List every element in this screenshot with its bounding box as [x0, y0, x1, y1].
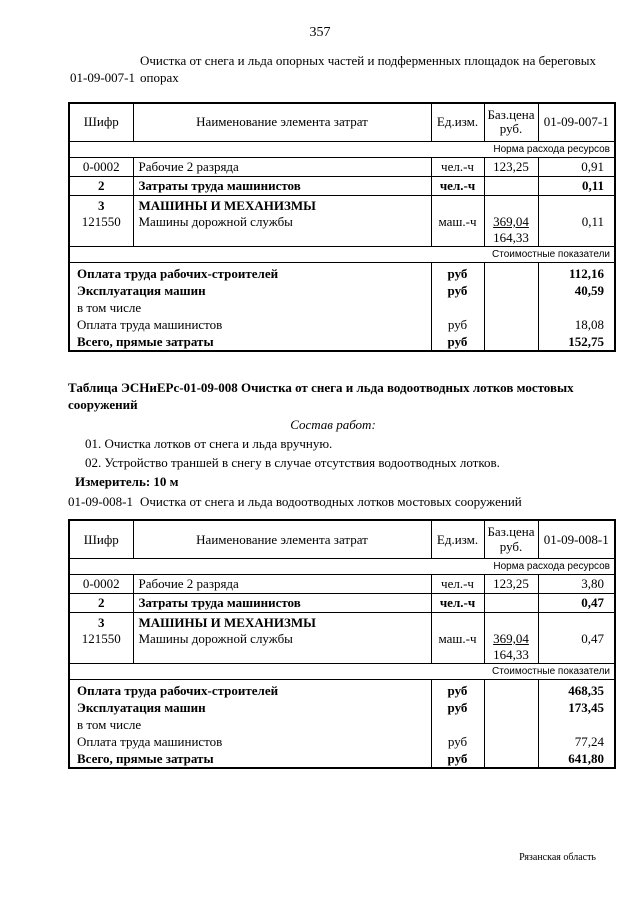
- cell-value: [538, 195, 615, 246]
- cost-unit: руб: [447, 700, 468, 716]
- cost-label: Всего, прямые затраты: [77, 751, 214, 767]
- group-code: 3: [98, 615, 105, 631]
- cell-value: 3,80: [538, 575, 615, 594]
- cost-unit: руб: [447, 751, 468, 767]
- cost-band-label: Стоимостные показатели: [69, 246, 615, 262]
- norm-code: 01-09-007-1: [70, 70, 135, 86]
- cost-value: 152,75: [568, 333, 604, 349]
- cost-value: 641,80: [568, 751, 604, 767]
- measure-line: Измеритель: 10 м: [75, 474, 179, 490]
- band-row: [69, 246, 615, 262]
- section-title: Таблица ЭСНиЕРс-01-09-008 Очистка от снега и льда водоотводных лотков мостовых сооружений: [68, 379, 574, 412]
- norm-band-label: Норма расхода ресурсов: [69, 559, 615, 575]
- cell-unit: чел.-ч: [431, 176, 484, 195]
- price-denominator: 164,33: [493, 647, 529, 663]
- cell-code: 0-0002: [69, 157, 133, 176]
- cost-label: в том числе: [77, 717, 142, 733]
- norm-title: Очистка от снега и льда водоотводных лотков мостовых сооружений: [140, 494, 522, 510]
- region-footer: Рязанская область: [519, 852, 596, 863]
- cell-price: [484, 195, 538, 246]
- cost-value: 112,16: [568, 265, 604, 281]
- estimate-table-007-1: [68, 102, 616, 352]
- cost-label: Оплата труда рабочих-строителей: [77, 683, 279, 699]
- machine-name: Машины дорожной службы: [138, 631, 293, 647]
- col-header-norm-code: 01-09-007-1: [538, 103, 615, 142]
- page-number: 357: [309, 25, 331, 40]
- col-header-price: Баз.цена руб.: [484, 103, 538, 142]
- cell-name: Затраты труда машинистов: [133, 594, 431, 613]
- cost-unit: [432, 299, 484, 316]
- cell-price: 123,25: [484, 575, 538, 594]
- cell-unit: чел.-ч: [431, 594, 484, 613]
- resource-row: [69, 176, 615, 195]
- cost-value: 77,24: [574, 734, 604, 750]
- cell-price: [484, 613, 538, 664]
- band-row: [69, 141, 615, 157]
- cell-unit: [431, 613, 484, 664]
- cost-label: Оплата труда рабочих-строителей: [77, 265, 279, 281]
- cell-value: [538, 613, 615, 664]
- cell-unit: [431, 195, 484, 246]
- cell-code: 2: [69, 594, 133, 613]
- cost-label: Оплата труда машинистов: [77, 316, 223, 332]
- cost-label: Оплата труда машинистов: [77, 734, 223, 750]
- norm-code: 01-09-008-1: [68, 494, 133, 510]
- cost-unit: руб: [447, 282, 468, 298]
- group-name: МАШИНЫ И МЕХАНИЗМЫ: [138, 197, 316, 213]
- cell-code: 2: [69, 176, 133, 195]
- cell-value: 0,11: [538, 176, 615, 195]
- col-header-price: Баз.цена руб.: [484, 520, 538, 559]
- cost-value: 173,45: [568, 700, 604, 716]
- cell-code: [69, 613, 133, 664]
- cell-price: [484, 176, 538, 195]
- section-01-09-008: [68, 380, 598, 511]
- cost-value: 18,08: [574, 316, 604, 332]
- group-name: МАШИНЫ И МЕХАНИЗМЫ: [138, 615, 316, 631]
- cell-name: Затраты труда машинистов: [133, 176, 431, 195]
- col-header-code: Шифр: [69, 520, 133, 559]
- machines-row: [69, 613, 615, 664]
- cell-price: 123,25: [484, 157, 538, 176]
- cost-block: [69, 262, 615, 351]
- estimate-table-008-1: [68, 519, 616, 769]
- cell-code: 0-0002: [69, 575, 133, 594]
- cost-values: [538, 680, 615, 769]
- work-item: 01. Очистка лотков от снега и льда вручную.: [85, 435, 333, 451]
- cost-unit: руб: [447, 683, 468, 699]
- cell-unit: чел.-ч: [431, 575, 484, 594]
- cost-value: 468,35: [568, 683, 604, 699]
- cell-name: Рабочие 2 разряда: [133, 575, 431, 594]
- machine-code: 121550: [81, 213, 121, 229]
- cost-units: [431, 680, 484, 769]
- col-header-name: Наименование элемента затрат: [133, 520, 431, 559]
- cost-values: [538, 262, 615, 351]
- machines-row: [69, 195, 615, 246]
- cost-unit: руб: [447, 265, 468, 281]
- cell-name: Рабочие 2 разряда: [133, 157, 431, 176]
- band-row: [69, 664, 615, 680]
- cost-unit: руб: [447, 316, 468, 332]
- price-denominator: 164,33: [493, 229, 529, 245]
- cost-unit: руб: [447, 333, 468, 349]
- group-code: 3: [98, 197, 105, 213]
- col-header-name: Наименование элемента затрат: [133, 103, 431, 142]
- cost-value: [539, 716, 615, 733]
- col-header-code: Шифр: [69, 103, 133, 142]
- machine-unit: маш.-ч: [438, 213, 477, 229]
- machine-name: Машины дорожной службы: [138, 213, 293, 229]
- cost-labels: [69, 680, 431, 769]
- works-heading: Состав работ:: [290, 416, 376, 432]
- cost-value: 40,59: [574, 282, 604, 298]
- col-header-unit: Ед.изм.: [431, 520, 484, 559]
- cell-unit: чел.-ч: [431, 157, 484, 176]
- col-header-norm-code: 01-09-008-1: [538, 520, 615, 559]
- cost-label: в том числе: [77, 299, 142, 315]
- resource-row: [69, 594, 615, 613]
- machine-unit: маш.-ч: [438, 631, 477, 647]
- table-header-row: [69, 103, 615, 142]
- work-item: 02. Устройство траншей в снегу в случае отсутствия водоотводных лотков.: [85, 454, 500, 470]
- cost-price-empty: [484, 680, 538, 769]
- norm-band-label: Норма расхода ресурсов: [69, 141, 615, 157]
- cell-value: 0,47: [538, 594, 615, 613]
- cost-unit: руб: [447, 734, 468, 750]
- cost-value: [539, 299, 615, 316]
- cost-block: [69, 680, 615, 769]
- price-numerator: 369,04: [493, 631, 529, 647]
- cost-label: Эксплуатация машин: [77, 700, 206, 716]
- machine-value: 0,47: [581, 631, 604, 647]
- col-header-unit: Ед.изм.: [431, 103, 484, 142]
- cell-value: 0,91: [538, 157, 615, 176]
- cell-price: [484, 594, 538, 613]
- cell-code: [69, 195, 133, 246]
- cell-name: [133, 613, 431, 664]
- resource-row: [69, 157, 615, 176]
- cost-units: [431, 262, 484, 351]
- resource-row: [69, 575, 615, 594]
- norm-item-header-007-1: [70, 53, 602, 87]
- cost-band-label: Стоимостные показатели: [69, 664, 615, 680]
- machine-value: 0,11: [581, 213, 604, 229]
- band-row: [69, 559, 615, 575]
- cost-label: Эксплуатация машин: [77, 282, 206, 298]
- price-numerator: 369,04: [493, 213, 529, 229]
- norm-item-header-008-1: [68, 494, 598, 511]
- cell-name: [133, 195, 431, 246]
- cost-label: Всего, прямые затраты: [77, 333, 214, 349]
- norm-title: Очистка от снега и льда опорных частей и подферменных площадок на береговых опорах: [140, 53, 597, 86]
- machine-code: 121550: [81, 631, 121, 647]
- cost-unit: [432, 716, 484, 733]
- table-header-row: [69, 520, 615, 559]
- cost-labels: [69, 262, 431, 351]
- cost-price-empty: [484, 262, 538, 351]
